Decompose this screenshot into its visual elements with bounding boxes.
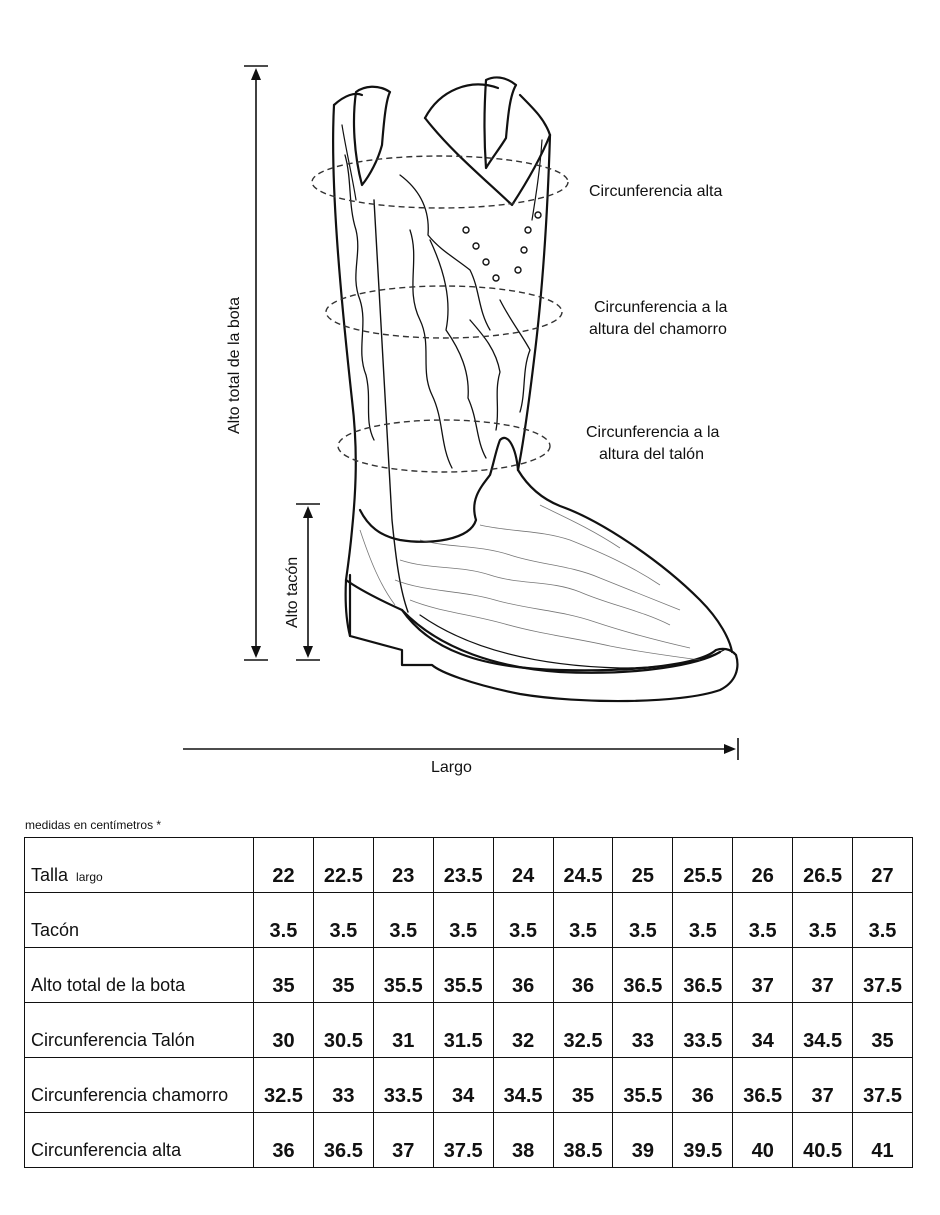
table-cell: 30	[254, 1003, 314, 1058]
table-row	[25, 838, 913, 893]
units-note: medidas en centímetros *	[25, 818, 162, 832]
table-cell: 37	[793, 1058, 853, 1113]
total-height-label: Alto total de la bota	[226, 297, 243, 434]
table-cell: 30.5	[313, 1003, 373, 1058]
table-cell: 39.5	[673, 1113, 733, 1168]
table-cell: 35.5	[433, 948, 493, 1003]
table-cell: 3.5	[793, 893, 853, 948]
table-cell: 3.5	[433, 893, 493, 948]
table-cell: 3.5	[733, 893, 793, 948]
table-cell: 25.5	[673, 838, 733, 893]
table-cell: 36	[493, 948, 553, 1003]
circ-calf-ellipse	[326, 286, 562, 338]
table-cell: 34.5	[793, 1003, 853, 1058]
row-label: Alto total de la bota	[31, 975, 186, 995]
table-cell: 37	[373, 1113, 433, 1168]
table-cell: 3.5	[313, 893, 373, 948]
table-cell: 26.5	[793, 838, 853, 893]
row-label: Circunferencia alta	[31, 1140, 182, 1160]
table-row	[25, 1058, 913, 1113]
table-cell: 34	[433, 1058, 493, 1113]
table-cell: 36.5	[733, 1058, 793, 1113]
row-label-cell	[25, 1003, 254, 1058]
circ-high-label: Circunferencia alta	[589, 183, 723, 200]
row-label: Circunferencia chamorro	[31, 1085, 229, 1105]
table-cell: 25	[613, 838, 673, 893]
table-cell: 35	[853, 1003, 913, 1058]
table-cell: 34.5	[493, 1058, 553, 1113]
vamp-texture	[360, 505, 700, 660]
table-cell: 36	[673, 1058, 733, 1113]
table-cell: 33	[613, 1003, 673, 1058]
cowboy-boot-icon	[333, 77, 737, 701]
table-cell: 36.5	[313, 1113, 373, 1168]
table-cell: 3.5	[373, 893, 433, 948]
table-cell: 22	[254, 838, 314, 893]
table-cell: 23.5	[433, 838, 493, 893]
row-label-cell	[25, 838, 254, 893]
row-label-cell	[25, 948, 254, 1003]
table-cell: 35	[553, 1058, 613, 1113]
row-label-cell	[25, 1113, 254, 1168]
table-cell: 34	[733, 1003, 793, 1058]
table-cell: 32	[493, 1003, 553, 1058]
table-cell: 3.5	[254, 893, 314, 948]
table-cell: 3.5	[553, 893, 613, 948]
table-cell: 37.5	[853, 948, 913, 1003]
circ-heel-label-line1: Circunferencia a la	[586, 424, 720, 441]
circ-calf-label-line2: altura del chamorro	[589, 321, 727, 338]
circ-high-ellipse	[312, 156, 568, 208]
row-label: Talla	[31, 865, 69, 885]
row-label-cell	[25, 1058, 254, 1113]
table-cell: 37.5	[433, 1113, 493, 1168]
table-cell: 36.5	[673, 948, 733, 1003]
table-cell: 23	[373, 838, 433, 893]
table-cell: 24.5	[553, 838, 613, 893]
table-cell: 3.5	[853, 893, 913, 948]
size-chart-table	[24, 837, 913, 1168]
table-cell: 31	[373, 1003, 433, 1058]
table-cell: 3.5	[613, 893, 673, 948]
table-cell: 33.5	[373, 1058, 433, 1113]
table-cell: 37	[793, 948, 853, 1003]
table-cell: 40	[733, 1113, 793, 1168]
table-cell: 22.5	[313, 838, 373, 893]
table-cell: 36.5	[613, 948, 673, 1003]
table-cell: 41	[853, 1113, 913, 1168]
table-cell: 38.5	[553, 1113, 613, 1168]
table-cell: 32.5	[553, 1003, 613, 1058]
table-row	[25, 1003, 913, 1058]
table-cell: 36	[553, 948, 613, 1003]
table-cell: 35	[313, 948, 373, 1003]
table-cell: 3.5	[493, 893, 553, 948]
table-row	[25, 948, 913, 1003]
table-cell: 26	[733, 838, 793, 893]
table-cell: 35.5	[373, 948, 433, 1003]
table-cell: 36	[254, 1113, 314, 1168]
table-cell: 37.5	[853, 1058, 913, 1113]
row-label: Tacón	[31, 920, 80, 940]
table-cell: 38	[493, 1113, 553, 1168]
table-cell: 32.5	[254, 1058, 314, 1113]
table-cell: 27	[853, 838, 913, 893]
table-cell: 33.5	[673, 1003, 733, 1058]
table-row	[25, 893, 913, 948]
table-cell: 35	[254, 948, 314, 1003]
total-height-arrow	[244, 66, 268, 660]
length-label: Largo	[431, 759, 472, 776]
table-cell: 40.5	[793, 1113, 853, 1168]
table-cell: 35.5	[613, 1058, 673, 1113]
table-cell: 24	[493, 838, 553, 893]
table-cell: 37	[733, 948, 793, 1003]
table-cell: 39	[613, 1113, 673, 1168]
row-sublabel: largo	[76, 870, 103, 884]
row-label: Circunferencia Talón	[31, 1030, 195, 1050]
circ-calf-label-line1: Circunferencia a la	[594, 299, 728, 316]
heel-height-label: Alto tacón	[284, 556, 301, 628]
table-cell: 33	[313, 1058, 373, 1113]
circ-heel-label-line2: altura del talón	[599, 446, 704, 463]
table-cell: 31.5	[433, 1003, 493, 1058]
row-label-cell	[25, 893, 254, 948]
table-row	[25, 1113, 913, 1168]
table-cell: 3.5	[673, 893, 733, 948]
